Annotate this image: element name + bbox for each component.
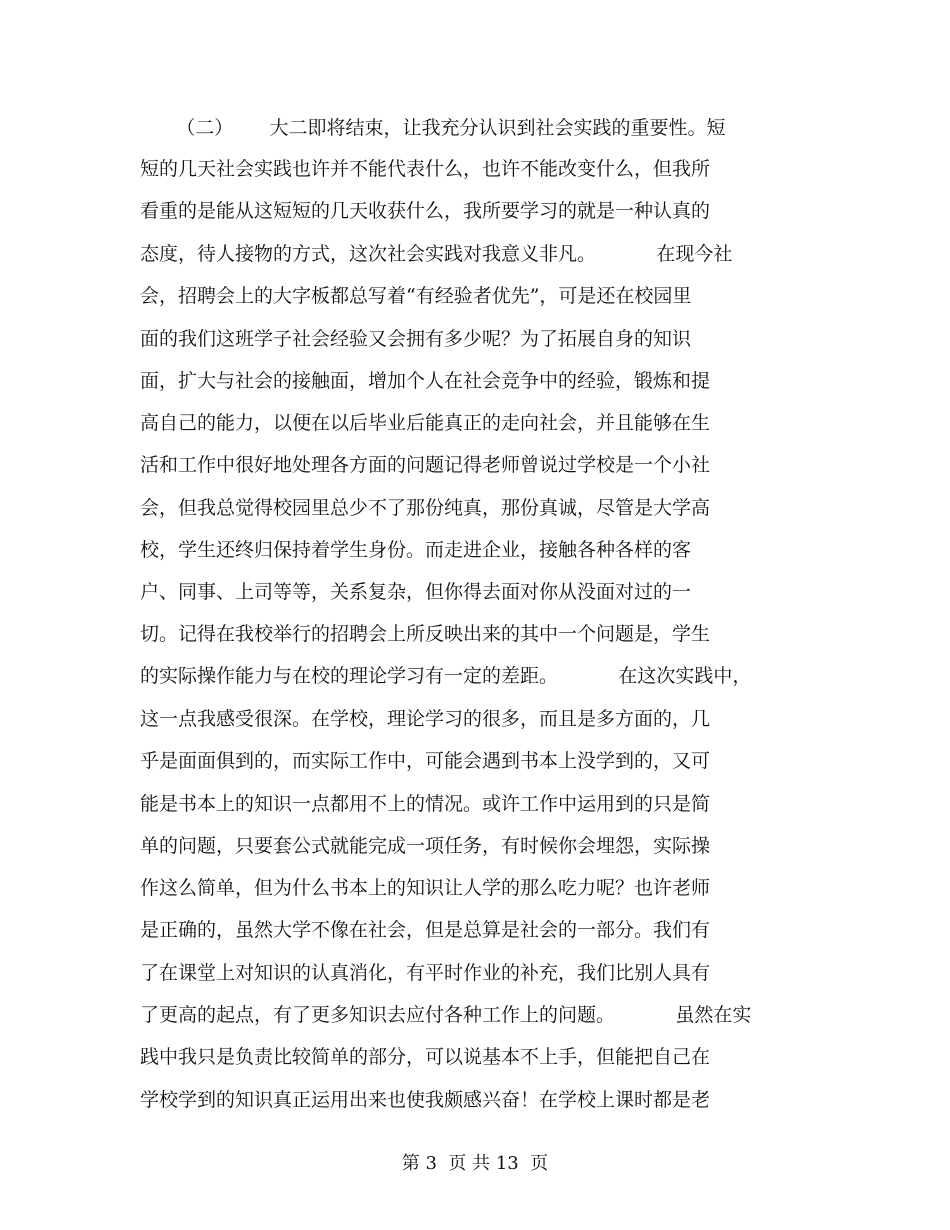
body-text-line: 面的我们这班学子社会经验又会拥有多少呢？为了拓展自身的知识 bbox=[140, 328, 692, 350]
body-text-line: 切。记得在我校举行的招聘会上所反映出来的其中一个问题是，学生 bbox=[140, 623, 711, 645]
body-text-line: （二） 大二即将结束，让我充分认识到社会实践的重要性。短 bbox=[140, 117, 726, 139]
body-text-line: 乎是面面俱到的，而实际工作中，可能会遇到书本上没学到的，又可 bbox=[140, 750, 711, 772]
body-text-line: 看重的是能从这短短的几天收获什么，我所要学习的就是一种认真的 bbox=[140, 200, 711, 222]
body-text-line: 学校学到的知识真正运用出来也使我颇感兴奋！在学校上课时都是老 bbox=[140, 1089, 711, 1111]
body-text-line: 这一点我感受很深。在学校，理论学习的很多，而且是多方面的，几 bbox=[140, 708, 711, 730]
body-text-line: 活和工作中很好地处理各方面的问题记得老师曾说过学校是一个小社 bbox=[140, 454, 711, 476]
body-text-line: 能是书本上的知识一点都用不上的情况。或许工作中运用到的只是简 bbox=[140, 793, 711, 815]
body-text-line: 高自己的能力，以便在以后毕业后能真正的走向社会，并且能够在生 bbox=[140, 412, 711, 434]
body-text-line: 面，扩大与社会的接触面，增加个人在社会竞争中的经验，锻炼和提 bbox=[140, 370, 711, 392]
body-text-line: 践中我只是负责比较简单的部分，可以说基本不上手，但能把自己在 bbox=[140, 1046, 711, 1068]
body-text-line: 是正确的，虽然大学不像在社会，但是总算是社会的一部分。我们有 bbox=[140, 919, 711, 941]
body-text-line: 的实际操作能力与在校的理论学习有一定的差距。 在这次实践中， bbox=[140, 665, 752, 687]
body-text-line: 作这么简单，但为什么书本上的知识让人学的那么吃力呢？也许老师 bbox=[140, 877, 711, 899]
body-text-line: 校，学生还终归保持着学生身份。而走进企业，接触各种各样的客 bbox=[140, 539, 692, 561]
body-text-line: 态度，待人接物的方式，这次社会实践对我意义非凡。 在现今社 bbox=[140, 243, 733, 265]
body-text-line: 会，但我总觉得校园里总少不了那份纯真，那份真诚，尽管是大学高 bbox=[140, 497, 711, 519]
body-text-line: 了在课堂上对知识的认真消化，有平时作业的补充，我们比别人具有 bbox=[140, 962, 711, 984]
body-text-line: 单的问题，只要套公式就能完成一项任务，有时候你会埋怨，实际操 bbox=[140, 835, 711, 857]
page-number-footer: 第 3 页 共 13 页 bbox=[401, 1153, 549, 1174]
body-text-line: 了更高的起点，有了更多知识去应付各种工作上的问题。 虽然在实 bbox=[140, 1004, 752, 1026]
body-text-line: 短的几天社会实践也许并不能代表什么，也许不能改变什么，但我所 bbox=[140, 158, 711, 180]
body-text-line: 会，招聘会上的大字板都总写着“有经验者优先”，可是还在校园里 bbox=[140, 285, 692, 307]
body-text-line: 户、同事、上司等等，关系复杂，但你得去面对你从没面对过的一 bbox=[140, 581, 692, 603]
